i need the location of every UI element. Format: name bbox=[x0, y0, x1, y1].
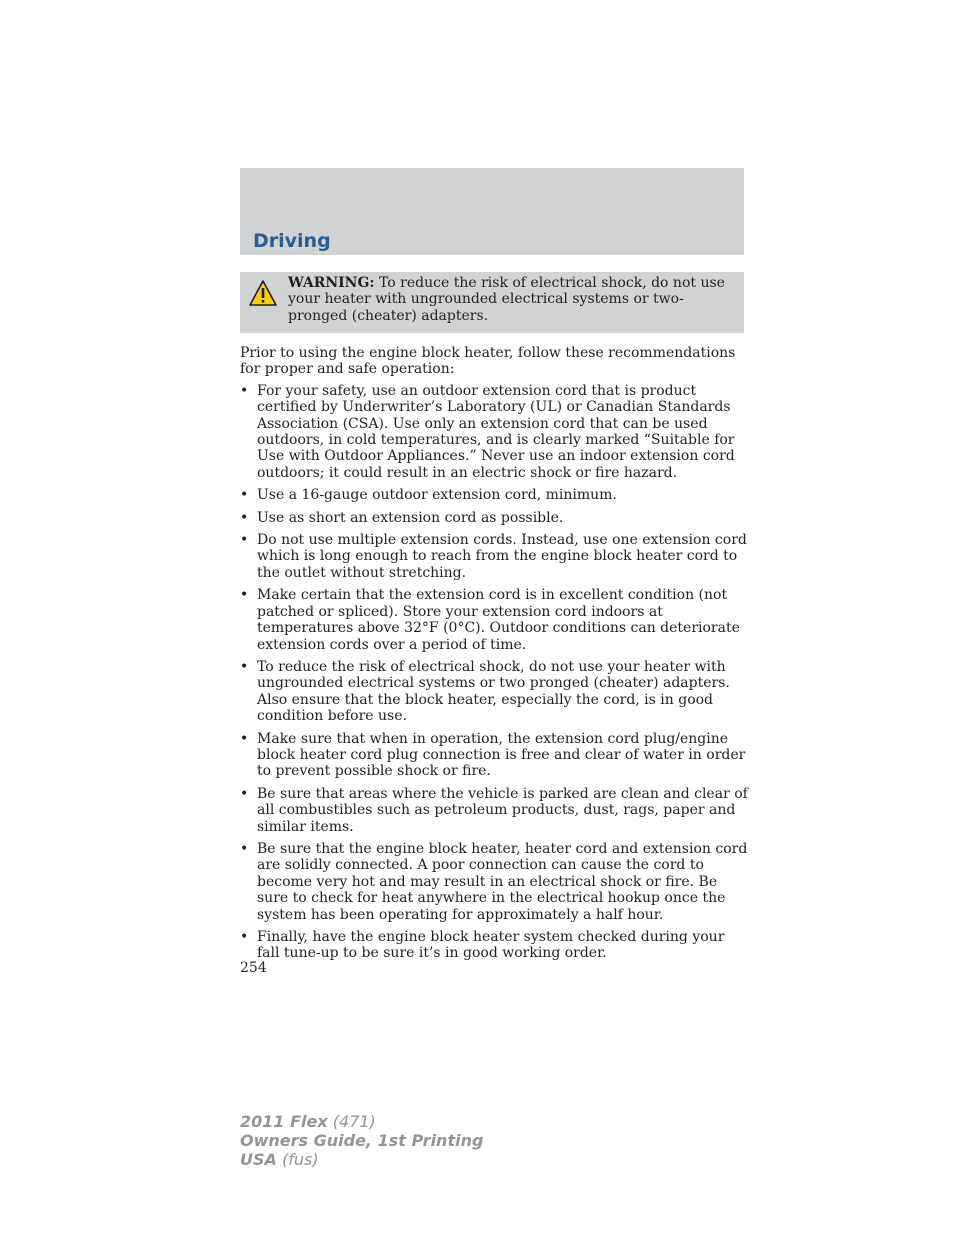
bullet: • bbox=[240, 658, 249, 675]
footer-model-code: (471) bbox=[327, 1112, 376, 1131]
list-item-text: Finally, have the engine block heater system checked during your fall tune-up to be sure it’s in good working order. bbox=[257, 929, 725, 962]
list-item bbox=[240, 659, 750, 725]
list-item bbox=[240, 487, 750, 503]
list-item bbox=[240, 786, 750, 835]
footer-line-market bbox=[240, 1150, 483, 1169]
list-item bbox=[240, 841, 750, 923]
list-item bbox=[240, 510, 750, 526]
section-title: Driving bbox=[253, 230, 331, 252]
bullet: • bbox=[240, 509, 249, 526]
footer-line-model bbox=[240, 1112, 483, 1131]
bullet: • bbox=[240, 785, 249, 802]
bullet: • bbox=[240, 929, 249, 945]
warning-box bbox=[240, 272, 744, 333]
bullet: • bbox=[240, 587, 249, 604]
list-item-text: Be sure that the engine block heater, heater cord and extension cord are solidly connected. A poor connection can cause the cord to become very hot and may result in an electrical shock or fire. Be sure to check for heat anywhere in the electrical hookup once the system has been operating for approximately a half hour. bbox=[257, 840, 748, 923]
footer-market: USA bbox=[240, 1150, 277, 1169]
page-number: 254 bbox=[240, 960, 267, 976]
footer-model: 2011 Flex bbox=[240, 1112, 328, 1131]
list-item-text: Make certain that the extension cord is in excellent condition (not patched or spliced). Store your extension cord indoors at temperatures above 32°F (0°C). Outdoor conditions can deteriorate extension cords over a period of time. bbox=[257, 587, 740, 653]
footer-guide: Owners Guide, 1st Printing bbox=[240, 1131, 484, 1150]
footer-line-guide bbox=[240, 1131, 483, 1150]
bullet: • bbox=[240, 487, 249, 504]
list-item bbox=[240, 929, 750, 962]
footer-market-code: (fus) bbox=[276, 1150, 319, 1169]
bullet: • bbox=[240, 382, 249, 399]
list-item-text: Be sure that areas where the vehicle is parked are clean and clear of all combustibles such as petroleum products, dust, rags, paper and similar items. bbox=[257, 785, 748, 835]
print-footer bbox=[240, 1112, 483, 1169]
warning-label: WARNING: bbox=[288, 275, 375, 291]
list-item-text: Use a 16-gauge outdoor extension cord, minimum. bbox=[257, 487, 617, 504]
list-item bbox=[240, 532, 750, 581]
list-item bbox=[240, 731, 750, 780]
list-item bbox=[240, 587, 750, 653]
bullet: • bbox=[240, 532, 249, 549]
list-item-text: Do not use multiple extension cords. Instead, use one extension cord which is long enough to reach from the engine block heater cord to the outlet without stretching. bbox=[257, 532, 747, 581]
bullet: • bbox=[240, 840, 249, 857]
bullet: • bbox=[240, 730, 249, 747]
list-item bbox=[240, 383, 750, 481]
list-item-text: Make sure that when in operation, the extension cord plug/engine block heater cord plug connection is free and clear of water in order to prevent possible shock or fire. bbox=[257, 730, 746, 780]
list-item-text: To reduce the risk of electrical shock, do not use your heater with ungrounded electrical systems or two pronged (cheater) adapters. Also ensure that the block heater, especially the cord, is in good condition before use. bbox=[257, 658, 730, 725]
intro-paragraph: Prior to using the engine block heater, follow these recommendations for proper and safe operation: bbox=[240, 345, 736, 378]
warning-triangle-icon bbox=[248, 279, 278, 307]
recommendations-list bbox=[240, 383, 750, 962]
list-item-text: Use as short an extension cord as possible. bbox=[257, 509, 564, 526]
section-header-band bbox=[240, 168, 744, 255]
main-content bbox=[240, 345, 750, 968]
list-item-text: For your safety, use an outdoor extension cord that is product certified by Underwriter’s Laboratory (UL) or Canadian Standards Association (CSA). Use only an extension cord that can be used outdoors, in cold temperatures, and is clearly marked “Suitable for Use with Outdoor Appliances.” Never use an indoor extension cord outdoors; it could result in an electric shock or fire hazard. bbox=[257, 382, 735, 481]
warning-text: To reduce the risk of electrical shock, do not use your heater with ungrounded electrical systems or two-pronged (cheater) adapters. bbox=[288, 275, 725, 324]
